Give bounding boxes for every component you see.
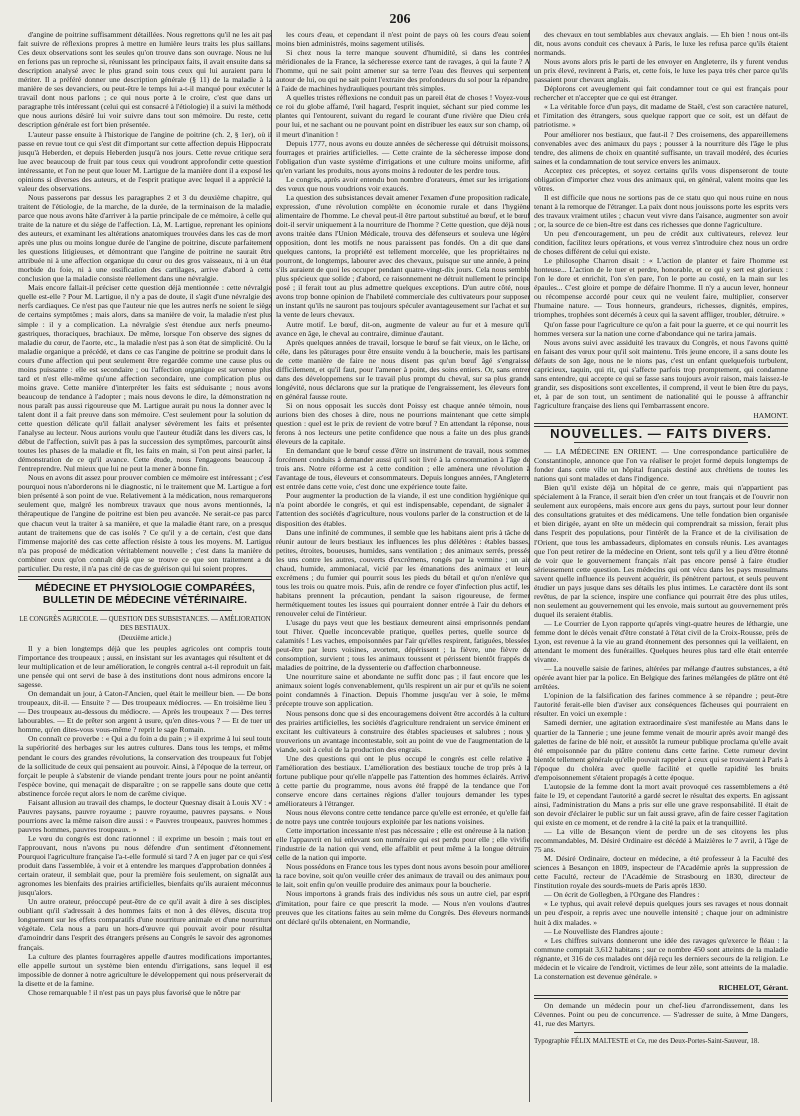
section-title: MÉDECINE ET PHYSIOLOGIE COMPARÉES, BULLETIN DE MÉDECINE VÉTÉRINAIRE. xyxy=(35,581,255,606)
paragraph: des chevaux en tout semblables aux chevaux anglais. — Eh bien ! nous ont-ils dit, nous avons conduit ces chevaux à Paris, le luxe les refusa parce qu'ils étaient normands. xyxy=(534,30,788,58)
paragraph: — Le Courrier de Lyon rapporte qu'après vingt-quatre heures de léthargie, une femme dont le décès venait d'être constaté à l'état civil de la Croix-Rousse, près de Lyon, est revenue à la vie au grand étonnement des personnes qui la veillaient, en attendant le moment des funérailles. Quelques heures plus tard elle était enterrée vivante. xyxy=(534,618,788,665)
paragraph: Nous possédons en France tous les types dont nous avons besoin pour améliorer la race bovine, soit qu'on veuille créer des animaux de travail ou des animaux pour le lait, soit enfin qu'on veuille produire des animaux pour la boucherie. xyxy=(276,862,530,890)
paragraph: « Le typhus, qui avait relevé depuis quelques jours ses ravages et nous donnait un peu d'espoir, a repris avec une nouvelle intensité ; chaque jour on administre huit à dix malades. » xyxy=(534,899,788,927)
paragraph: A quelles tristes réflexions ne conduit pas un pareil état de choses ! Voyez-vous ce roi du globe affamé, l'œil hagard, l'esprit inquiet, séchant sur pied comme les plantes qui l'entourent, suivant du regard le courant d'une rivière que Dieu créa pour lui, et ne sachant ou ne pouvant point en distribuer les eaux sur son champ, où il meurt d'inanition ! xyxy=(276,93,530,139)
paragraph: Déplorons cet aveuglement qui fait condamner tout ce qui est français pour rechercher et n'accepter que ce qui est étranger. xyxy=(534,84,788,103)
paragraph: Depuis 1777, nous avons eu douze années de sécheresse qui détruisit moissons, fourrages et prairies artificielles. — Cette crainte de la sécheresse impose donc l'obligation d'un vaste système d'irrigations et une culture moins uniforme, afin qu'en variant les produits, nous ayons moins à redouter de les perdre tous. xyxy=(276,138,530,175)
divider xyxy=(574,1032,748,1033)
paragraph: Qu'on fasse pour l'agriculture ce qu'on a fait pour la guerre, et ce qui nourrit les hommes versera sur la nation une corne d'abondance qui ne tarira jamais. xyxy=(534,319,788,338)
paragraph: En demandant que le bœuf cesse d'être un instrument de travail, nous sommes forcément conduits à demander aussi qu'il soit livré à la consommation à l'âge de trois ans. Notre réforme est à cette condition ; elle amènera une révolution à l'avantage de tous, éleveurs et consommateurs. Depuis longues années, l'Angleterre est entrée dans cette voie, c'est donc une expérience toute faite. xyxy=(276,446,530,492)
paragraph: M. Désiré Ordinaire, docteur en médecine, a été professeur à la Faculté des sciences à Besançon en 1809, inspecteur de l'Académie après la suppression de cette Faculté, recteur de l'Académie de Strasbourg en 1830, directeur de l'institution royale des sourds-muets de Paris après 1830. xyxy=(534,854,788,891)
paragraph: Si chez nous la terre manque souvent d'humidité, si dans les contrées méridionales de la France, la sécheresse exerce tant de ravages, à qui la faute ? A l'homme, qui ne sait point amener sur sa terre l'eau des fleuves qui serpentent autour de lui, ou qui ne sait point l'extraire des profondeurs du sol pour la répandre, à l'aide de machines hydrauliques pourtant très simples. xyxy=(276,48,530,94)
paragraph: Il est difficile que nous ne sortions pas de ce statu quo qui nous ruine en nous tenant à la remorque de l'étranger. La paix dont nous jouissons porte les esprits vers des travaux vraiment utiles ; chacun veut vivre dans l'aisance, augmenter son avoir ; or, la source de ce bien-être est dans ces richesses que donne l'agriculture. xyxy=(534,192,788,229)
paragraph: Faisant allusion au travail des champs, le docteur Quesnay disait à Louis XV : « Pauvres paysans, pauvre royaume ; pauvre royaume, pauvres paysans. » Nous pourrions avec la même raison dire aussi : « Pauvres troupeaux, pauvres hommes ; pauvres hommes, pauvres troupeaux. » xyxy=(18,797,272,834)
paragraph: L'opinion de la falsification des farines commence à se répandre ; peut-être l'autorité ferait-elle bien d'aviser aux conséquences fâcheuses qui pourraient en résulter. En voici un exemple : xyxy=(534,691,788,719)
paragraph: Le congrès, après avoir entendu bon nombre d'orateurs, émet sur les irrigations des vœux que nous voudrions voir exaucés. xyxy=(276,174,530,193)
paragraph: La culture des plantes fourragères appelle d'autres modifications importantes, elle appelle surtout un système bien entendu d'irrigations, sans lequel il est impossible de donner à notre agriculture le développement qui nous préserverait de la disette et de la famine. xyxy=(18,951,272,988)
paragraph: Nous pensons donc que si des encouragemens doivent être accordés à la culture des prairies artificielles, les sociétés d'agriculture rendraient un service éminent en excitant les cultivateurs à construire des étables spacieuses et salubres ; nous y trouverions un avantage incontestable, soit au point de vue de l'augmentation de la viande, soit à celui de la production des engrais. xyxy=(276,708,530,754)
section-rule xyxy=(534,995,788,999)
gerant-signature: RICHELOT, Gérant. xyxy=(718,982,788,992)
paragraph: Une des questions qui ont le plus occupé le congrès est celle relative à l'amélioration des bestiaux. L'amélioration des bestiaux touche de trop près à la fortune publique pour qu'elle n'appelle pas l'attention des hommes éclairés. Arrivé à cette partie du programme, nous avons été frappé de la tendance que l'on conserve encore dans certaines régions d'aller toujours demander les types améliorateurs à l'étranger. xyxy=(276,753,530,808)
paragraph: Nous avons alors pris le parti de les envoyer en Angleterre, ils y furent vendus un prix élevé, revinrent à Paris, et, cette fois, le luxe les paya très cher parce qu'ils passaient pour chevaux anglais. xyxy=(534,57,788,85)
paragraph: Pour améliorer nos bestiaux, que faut-il ? Des croisemens, des appareillemens convenables avec des animaux du pays ; pousser à la nourriture dès l'âge le plus tendre, des alimens de choix en quantité suffisante, un travail modéré, des écuries saines et la condamnation de tout service envers les animaux. xyxy=(534,129,788,166)
paragraph: — LA MÉDECINE EN ORIENT. — Une correspondance particulière de Constantinople, annonce que l'on va réaliser le projet formé depuis longtemps de fonder dans cette ville un hôpital français destiné aux chrétiens de toutes les nations qui sont malades et dans l'indigence. xyxy=(534,447,788,484)
author-signature: HAMONT. xyxy=(753,410,788,420)
paragraph: — La nouvelle saisie de farines, altérées par mélange d'autres substances, a été opérée avant hier par la police. En Belgique des farines mélangées de plâtre ont été arrêtées. xyxy=(534,664,788,692)
paragraph: L'auteur passe ensuite à l'historique de l'angine de poitrine (ch. 2, § 1er), où il passe en revue tout ce qui s'est dit d'important sur cette affection depuis Hippocrate jusqu'à Heberden, et depuis Heberden jusqu'à nos jours. Cette revue critique sera lue avec beaucoup de fruit par tous ceux qui voudront approfondir cette question intéressante, et l'on ne peut que louer M. Lartigue de la manière dont il a exposé les opinions si diverses des auteurs, et de l'esprit pratique avec lequel il a apprécié la valeur des observations. xyxy=(18,129,272,193)
divider xyxy=(574,442,748,443)
paragraph: — Le Nouvelliste des Flandres ajoute : xyxy=(544,926,663,936)
paragraph: Cette importation incessante n'est pas nécessaire ; elle est onéreuse à la nation ; elle l'appauvrit en lui enlevant son numéraire qui est perdu pour elle ; elle vivifie l'industrie de la nation qui vend, elle affaiblit et peut même à la longue détruire celle de la nation qui importe. xyxy=(276,826,530,863)
paragraph: Dans une infinité de communes, il semble que les habitans aient pris à tâche de réunir autour de leurs bestiaux les influences les plus délétères : étables basses, petites, étroites, boueuses, humides, sans ventilation ; des animaux serrés, pressés les uns contre les autres, couverts d'excrémens, rongés par la vermine ; un air chaud, humide, ammoniacal, vicié par les émanations des animaux et leurs excrémens ; du fumier qui pourrit sous les pieds du bétail et qu'on n'enlève que tous les trois ou quatre mois. Puis, afin de rendre ce foyer d'infection plus actif, les habitans prennent la précaution, pendant la saison rigoureuse, de fermer hermétiquement toutes les issues qui pourraient donner entrée à l'air du dehors et renouveler celui de l'intérieur. xyxy=(276,527,530,618)
paragraph: Nous nous élevons contre cette tendance parce qu'elle est erronée, et qu'elle fait de notre pays une contrée toujours exploitée par les nations voisines. xyxy=(276,808,530,827)
section-rule xyxy=(18,576,272,580)
divider xyxy=(58,610,232,611)
paragraph: Un peu d'encouragement, un peu de crédit aux cultivateurs, relevez leur condition, facilitez leurs opérations, et vous verrez s'introduire chez nous un ordre de choses différent de celui qui existe. xyxy=(534,229,788,257)
paragraph: Nous avons suivi avec assiduité les travaux du Congrès, et nous l'avons quitté en faisant des vœux pour qu'il soit maintenu. Très jeune encore, il a sans doute les défauts de son âge, nous ne le nions pas, c'est un enfant quelquefois turbulent, capricieux, taquin, qui rit, qui s'affecte parfois trop promptement, qui condamne sans entendre, qui accepte ce qui se fasse sans toujours avoir raison, mais laissez-le grandir, ses dispositions sont excellentes, il comprend, il veut le bien être du pays, et, à par de son tout, un sentiment de nationalité qui le pousse à affranchir l'agriculture française des liens qui l'embarrassent encore. xyxy=(534,337,788,410)
paragraph: Autre motif. Le bœuf, dit-on, augmente de valeur au fur et à mesure qu'il avance en âge, le cheval au contraire, diminue d'autant. xyxy=(276,319,530,338)
paragraph: Pour augmenter la production de la viande, il est une condition hygiénique qui n'a point abordée le congrès, et qui est indispensable, cependant, de signaler à l'attention des sociétés d'agriculture, nous voulons parler de la construction et de la disposition des étables. xyxy=(276,491,530,528)
page-number: 206 xyxy=(389,12,411,27)
paragraph: Après quelques années de travail, lorsque le bœuf se fait vieux, on le lâche, on céle, dans les pâturages pour être ensuite vendu à la boucherie, mais les partisans de cette manière de faire ne nous disent pas qu'un bœuf âgé s'engraisse difficilement, et qu'il faut, pour l'amener à point, des soins entiers. Or, sans entrer dans des développemens sur le travail plus prompt du cheval, sur sa plus grande longévité, nous déclarons que sur la pratique de l'engraissement, les éleveurs font en général fausse route. xyxy=(276,337,530,401)
paragraph: Il y a bien longtemps déjà que les peuples agricoles ont compris toute l'importance des troupeaux ; aussi, en insistant sur les avantages qui résultent et de leur multiplication et de leur amélioration, le congrès central a-t-il reproduit un fait, une pensée qui ont servi de base à des institutions dont nous admirons encore la sagesse. xyxy=(18,643,272,690)
printer-imprint: Typographie FÉLIX MALTESTE et Ce, rue des Deux-Portes-Saint-Sauveur, 18. xyxy=(534,1037,760,1046)
paragraph: Si on nous opposait les succès dont Poissy est chaque année témoin, nous aurions bien des choses à dire, nous ne pourrions maintenant que cette simple question : quel est le prix de revient de votre bœuf ? En attendant la réponse, nous ferons à nos lecteurs une petite confidence que nous a faite un des plus grands éleveurs de la capitale. xyxy=(276,400,530,447)
paragraph: On connaît ce proverbe : « Qui a du foin a du pain ; » il exprime à lui seul toute la supériorité des herbages sur les autres cultures. Dans tous les temps, et même pendant le cours des grandes révolutions, la conservation des troupeaux fut l'objet de la sollicitude de ceux qui pensaient au pouvoir. Ainsi, à l'époque de la terreur, on forçait le peuple à s'abstenir de viande pendant trente jours pour ne point anéantir l'espèce bovine, qui menaçait de disparaître ; on se rappelle sans doute que cette abstinence forcée reçut alors le nom de carême civique. xyxy=(18,734,272,798)
paragraph: — La ville de Besançon vient de perdre un de ses citoyens les plus recommandables, M. Désiré Ordinaire est décédé à Maizières le 7 avril, à l'âge de 75 ans. xyxy=(534,827,788,855)
paragraph: L'autopsie de la femme dont la mort avait provoqué ces rassemblemens a été faite le 19, et cependant l'autorité a gardé secret le résultat des experts. En agissant ainsi, l'administration du Mans a pris sur elle une grave responsabilité. Il était de son devoir d'éclairer le public sur un fait aussi grave, afin de faire cesser l'agitation qui existe en ce moment, et de rendre à la cité la paix et la tranquillité. xyxy=(534,781,788,827)
paragraph: Nous importons à grands frais des individus nés sous un autre ciel, par esprit d'imitation, pour faire ce que prescrit la mode. — Nous n'en voulons d'autres preuves que les citations faites au sein même du Congrès. Des éleveurs normands ont déclaré qu'ils obtenaient, en Normandie, xyxy=(276,889,530,926)
subsection-note: (Deuxième article.) xyxy=(118,634,172,642)
advertisement: On demande un médecin pour un chef-lieu d'arrondissement, dans les Cévennes. Point ou peu de concurrence. — S'adresser de suite, à Mme Dangers, 41, rue des Martyrs. xyxy=(534,1000,788,1028)
paragraph: Une nourriture saine et abondante ne suffit donc pas ; il faut encore que les animaux soient logés convenablement, qu'ils respirent un air pur et qu'ils ne soient point condamnés à l'inaction. Depuis l'homme jusqu'au ver à soie, le même précepte trouve son application. xyxy=(276,672,530,709)
paragraph: « La véritable force d'un pays, dit madame de Staël, c'est son caractère naturel, et l'imitation des étrangers, sous quelque rapport que ce soit, est un défaut de patriotisme. » xyxy=(534,102,788,130)
paragraph: les cours d'eau, et cependant il n'est point de pays où les cours d'eau soient moins bien administrés, moins sagement utilisés. xyxy=(276,30,530,49)
paragraph: Nous passerons par dessus les paragraphes 2 et 3 du deuxième chapitre, qui traitent de l'étiologie, de la marche, de la durée, de la terminaison de la maladie, parce que nous avons hâte d'arriver à la partie principale de ce mémoire, à celle qui traite de la nature et du siége de l'affection. Là, M. Lartigue, reprenant les opinions des auteurs, et examinant les altérations anatomiques trouvées dans les cas de mort après une plus ou moins longue durée de l'angine de poitrine, discute parfaitement les questions litigieuses, et démontrant que l'angine de poitrine ne saurait être attribuée ni à une affection organique du cœur ou des gros vaisseaux, ni à un état morbide du foie, ni à une ossification des cartilages, arrive d'abord à cette conclusion que la maladie consiste réellement dans une névralgie. xyxy=(18,192,272,284)
column-2 xyxy=(276,30,530,1100)
paragraph: On demandait un jour, à Caton-l'Ancien, quel était le meilleur bien. — De bons troupeaux, dit-il. — Ensuite ? — Des troupeaux médiocres. — En troisième lieu ? — Des troupeaux au-dessous du médiocre. — Après les troupeaux ? — Des terres labourables. — Et de prêter son argent à usure, qu'en dites-vous ? — Et de tuer un homme, qu'en dites-vous vous-même ? reprit le sage Romain. xyxy=(18,689,272,735)
paragraph: — On écrit de Gollegben, à l'Organe des Flandres : xyxy=(544,890,700,900)
paragraph: Le vœu du congrès est donc rationnel : il exprime un besoin ; mais tout en l'approuvant, nous n'avons pu nous défendre d'un sentiment d'étonnement. Pourquoi l'agriculture française l'a-t-elle formulé si tard ? A en juger par ce qui s'est produit dans l'assemblée, à voir et à entendre les marques d'approbation données à certain orateur, il semblait que, pour la première fois seulement, on signalât aux agronomes les bienfaits des prairies artificielles, bienfaits qu'ils auraient méconnus jusqu'alors. xyxy=(18,833,272,898)
paragraph: Mais encore fallait-il préciser cette question déjà mentionnée : cette névralgie quelle est-elle ? Pour M. Lartigue, il n'y a pas de doute, il s'agit d'une névralgie des nerfs cardiaques. Ce n'est pas que l'auteur nie que les autres nerfs ne soient le siège de certains symptômes ; mais alors, dans sa manière de voir, la maladie n'est plus simple : il y a complication. La névralgie s'est étendue aux nerfs pneumo-gastriques, thoraciques, brachiaux. De même, lorsque l'on observe des signes de maladie du cœur, de l'aorte, etc., la maladie n'est pas à son état de simplicité. Ou la maladie organique a précédé, et dans ce cas l'angine de poitrine se produit dans le cours d'une affection qui peut seulement être regardée comme une cause plus ou moins puissante : elle est secondaire ; ou l'affection organique est survenue plus tard et n'est elle-même qu'une affection secondaire, une complication plus ou moins grave. Cette manière d'interpréter les faits est séduisante ; nous avons beaucoup de tendance à l'adopter ; mais nous devons le dire, la démonstration ne nous paraît pas aussi rigoureuse que M. Lartigue aurait pu nous la donner avec le talent dont il a fait preuve dans son mémoire. C'est seulement pour la solution de cette question délicate qu'il fallait analyser sévèrement les faits et présenter l'analyse au lecteur. Nous aurions voulu que l'auteur étudiât dans les divers cas, le début de l'affection, suivît pas à pas la succession des symptômes, parcourût ainsi toutes les phases de la maladie et fît, les faits en main, si l'on peut ainsi parler, la démonstration de ce qu'il avance. Cette étude, nous l'engageons beaucoup à l'entreprendre. Nul mieux que lui ne peut la mener à bonne fin. xyxy=(18,283,272,474)
paragraph: Un autre orateur, préoccupé peut-être de ce qu'il avait à dire à ses disciples, oubliant qu'il s'adressait à des hommes faits et non à des élèves, discuta trop longuement sur les effets comparatifs d'une nourriture animale et d'une nourriture végétale. Cela nous a paru un hors-d'œuvre qui pouvait avoir pour résultat d'amoindrir dans l'esprit des étrangers présens au Congrès le savoir des agronomes français. xyxy=(18,897,272,952)
column-1 xyxy=(18,30,272,1100)
paragraph: Bien qu'il existe déjà un hôpital de ce genre, mais qui n'appartient pas spécialement à la France, il serait bien d'en créer un tout français et de l'ouvrir non seulement aux européens, mais encore aux gens du pays, surtout pour leur donner des consultations gratuites et des médicamens. Une telle fondation bien organisée et bien dirigée, ayant en tête un médecin qui comprendrait sa mission, ferait plus dans l'esprit des populations, pour l'intérêt de la France et de la civilisation de l'Orient, que tous les ambassadeurs, diplomates en consuls réunis. Les avantages que l'on peut retirer de la médecine en Orient, sont tels qu'il y a lieu d'être étonné de voir que le gouvernement français n'ait pas encore pensé à faire étudier sérieusement cette question. Les médecins qui ont vécu dans les pays musulmans savent quelle influence ils peuvent acquérir, ils pénètrent partout, et seuls peuvent étudier un pays jusque dans ses détails les plus intimes. Le caractère dont ils sont revêtus, de par la science, inspire une confiance qui pourrait être des plus utiles, non seulement au gouvernement qui les envoie, mais surtout au gouvernement près duquel ils seraient établis. xyxy=(534,483,788,619)
paragraph: d'angine de poitrine suffisamment détaillées. Nous regrettons qu'il ne les ait pas fait suivre de réflexions propres à mettre en lumière leurs traits les plus saillans. Ces deux observations sont les seules qu'on trouve dans son ouvrage. Nous ne lui en ferions pas un reproche si, réunissant les principaux faits, il avait ensuite dans sa description analysé avec le plus grand soin tous ceux qui lui auraient paru le mériter. Il a préféré donner une description générale (§ 11) de la maladie à la manière de ses devanciers, ou peut-être le temps lui a-t-il manqué pour exécuter le travail dont nous parlons ; ce qui nous porte à le croire, c'est que dans un paragraphe très intéressant (celui qui est consacré à l'étiologie) il a suivi la méthode que nous aurions désiré lui voir suivre dans tout son mémoire. Du reste, cette description générale est fort bien présentée. xyxy=(18,30,272,130)
paragraph: La question des subsistances devait amener l'examen d'une proposition radicale, expression, d'une révolution complète en économie rurale et dans l'hygiène alimentaire de l'homme. Le cheval peut-il être partout substitué au bœuf, et le bœuf doit-il servir uniquement à la nourriture de l'homme ? Cette question, que déjà nous avons traitée dans l'Union Médicale, trouva des défenseurs et souleva une légère opposition, dont les motifs ne nous paraissent pas fondés. On a dit que dans quelques cantons, la propriété est tellement morcelée, que les propriétaires ne pourront, de longtemps, labourer avec des chevaux, puisque sur une année, à peine s'ils auraient de quoi les occuper pendant quatre-vingt-dix jours. Cela nous semble plus spécieux que solide ; d'abord, ce raisonnement ne détruit nullement le principe posé ; il ferait tout au plus admettre quelques exceptions. D'un autre côté, nous avons trop bonne opinion de l'habileté commerciale des cultivateurs pour supposer un instant qu'ils ne sauront pas toujours spéculer avantageusement sur l'achat et sur la vente de leurs chevaux. xyxy=(276,192,530,320)
column-3 xyxy=(534,30,788,1100)
news-title: NOUVELLES. — FAITS DIVERS. xyxy=(550,426,772,442)
paragraph: L'usage du pays veut que les bestiaux demeurent ainsi emprisonnés pendant tout l'hiver. Quelle inconcevable pratique, quelles pertes, quelle source de calamités ! Les vaches, empoisonnées par l'air qu'elles respirent, fatiguées, blessées peut-être par leurs voisines, avortent, dépérissent ; la fièvre, une fièvre de consomption, survient ; tous les animaux toussent et périssent bientôt frappés de maladies de poitrine, de la dyssenterie ou d'affection charbonneuse. xyxy=(276,618,530,673)
paragraph: Le philosophe Charron disait : « L'action de planter et faire l'homme est honteuse... L'action de le tuer et perdre, honorable, et ce qui y sert est glorieux : l'on le dore et enrichit, l'on s'en pare, l'on le porte au costé, en la main sur les épaules... C'est gloire et pompe de défaire l'homme. Il n'y a aucun lever, honneur ou récompense accordé pour ceux qui ne veulent faire, multiplier, conserver l'humaine nature. — Tous honneurs, grandeurs, richesses, dignités, empires, triomphes, trophées sont décernés à ceux qui la savent affliger, troubler, détruire. » xyxy=(534,256,788,320)
paragraph: Nous en avons dit assez pour prouver combien ce mémoire est intéressant ; c'est pourquoi nous n'aborderons ni le diagnostic, ni le traitement que M. Lartigue a fort bien présenté à son point de vue. Relativement à la médication, nous remarquerons seulement que, malgré les nombreux travaux que nous avons mentionnés, la thérapeutique de l'angine de poitrine est bien peu avancée. Ne serait-ce pas parce que chacun veut la traiter à sa manière, et que la maladie étant rare, on a presque autant de traitemens que de cas isolés ? Ce qu'il y a de certain, c'est que dans l'immense majorité des cas cette affection résiste à tous les moyens. M. Lartigue n'a pas proposé de médication véritablement nouvelle ; c'est dans la manière de combiner ceux qu'on connaît déjà que se trouve ce que son traitement a de particulier. Du reste, il n'a pas cité de cas de guérison qui lui soient propres. xyxy=(18,473,272,573)
paragraph: Chose remarquable ! il n'est pas un pays plus favorisé que le nôtre par xyxy=(28,987,241,997)
paragraph: Samedi dernier, une agitation extraordinaire s'est manifestée au Mans dans le quartier de la Tannerie ; une jeune femme venait de mourir après avoir mangé des galettes de farine de blé noir, et aussitôt la rumeur publique proclama qu'elle avait été empoisonnée par du plâtre contenu dans cette farine. Cette rumeur devint bientôt tellement générale qu'elle pouvait rappeler à ceux qui se trouvaient à Paris à l'époque du choléra avec quelle facilité et quelle rapidité les bruits d'empoisonnement s'étaient propagés à cette époque. xyxy=(534,718,788,782)
paragraph: « Les chiffres suivans donneront une idée des ravages qu'exerce le fléau : la commune comptait 3,612 habitans ; sur ce nombre 450 sont atteints de la maladie régnante, et 316 de ces malades ont déjà reçu les derniers secours de la religion. Le médecin et le vicaire de l'endroit, victimes de leur zèle, sont atteints de la maladie. La consternation est devenue générale. » xyxy=(534,935,788,981)
paragraph: Acceptez ces préceptes, et soyez certains qu'ils vous dispenseront de toute obligation d'importer chez vous des animaux qui, en général, valent moins que les vôtres. xyxy=(534,165,788,193)
subsection-title: LE CONGRÈS AGRICOLE. — QUESTION DES SUBSISTANCES. — AMÉLIORATION DES BESTIAUX. xyxy=(19,615,271,632)
